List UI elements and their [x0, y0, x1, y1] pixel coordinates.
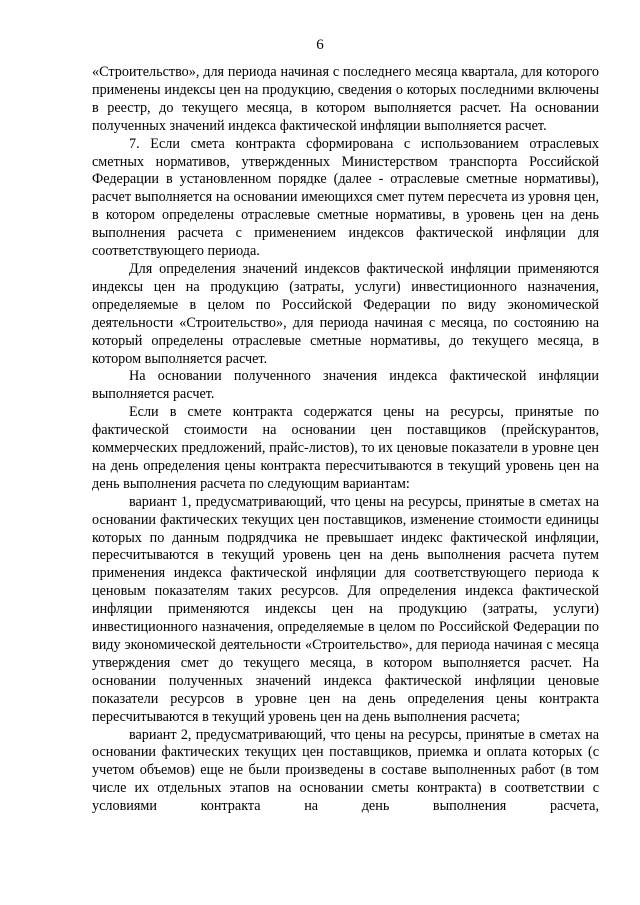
paragraph-continuation: «Строительство», для периода начиная с последнего месяца квартала, для которого применены индексы цен на продукцию, сведения о которых последними включены в реестр, до текущего месяца, в котором выполняется расчет. На основании полученных значений индекса фактической инфляции выполняется расчет.	[92, 64, 599, 134]
document-body	[92, 64, 599, 816]
paragraph-calculation: На основании полученного значения индекса фактической инфляции выполняется расчет.	[92, 368, 599, 403]
paragraph-variant-1: вариант 1, предусматривающий, что цены на ресурсы, принятые в сметах на основании фактических текущих цен поставщиков, изменение стоимости единицы которых по данным подрядчика не превышает индекс фактической инфляции, пересчитываются в текущий уровень цен на день выполнения расчета путем применения индекса фактической инфляции для соответствующего периода к ценовым показателям таких ресурсов. Для определения индекса фактической инфляции применяются индексы цен на продукцию (затраты, услуги) инвестиционного назначения, определяемые в целом по Российской Федерации по виду экономической деятельности «Строительство», для периода начиная с месяца утверждения смет до текущего месяца, в котором выполняется расчет. На основании полученных значений индекса фактической инфляции ценовые показатели ресурсов в уровне цен на день определения цены контракта пересчитываются в текущий уровень цен на день выполнения расчета;	[92, 493, 599, 725]
paragraph-resource-prices: Если в смете контракта содержатся цены на ресурсы, принятые по фактической стоимости на основании цен поставщиков (прейскурантов, коммерческих предложений, прайс-листов), то их ценовые показатели в уровне цен на день определения цены контракта пересчитываются в текущий уровень цен на день выполнения расчета по следующим вариантам:	[92, 404, 599, 492]
paragraph-variant-2: вариант 2, предусматривающий, что цены на ресурсы, принятые в сметах на основании фактических текущих цен поставщиков, приемка и оплата которых (с учетом объемов) еще не были произведены в составе выполненных работ (в том числе их отдельных этапов на основании сметы контракта) в соответствии с условиями контракта на день выполнения расчета,	[92, 726, 599, 815]
paragraph-item-7: 7. Если смета контракта сформирована с использованием отраслевых сметных нормативов, утвержденных Министерством транспорта Российской Федерации в установленном порядке (далее - отраслевые сметные нормативы), расчет выполняется на основании имеющихся смет путем пересчета из уровня цен, в котором определены отраслевые сметные нормативы, в уровень цен на день выполнения расчета с применением индексов фактической инфляции для соответствующего периода.	[92, 135, 599, 260]
page-number: 6	[316, 37, 324, 53]
paragraph-inflation-indices: Для определения значений индексов фактической инфляции применяются индексы цен на продукцию (затраты, услуги) инвестиционного назначения, определяемые в целом по Российской Федерации по виду экономической деятельности «Строительство», для периода начиная с месяца, по состоянию на который определены отраслевые сметные нормативы, до текущего месяца, в котором выполняется расчет.	[92, 260, 599, 367]
